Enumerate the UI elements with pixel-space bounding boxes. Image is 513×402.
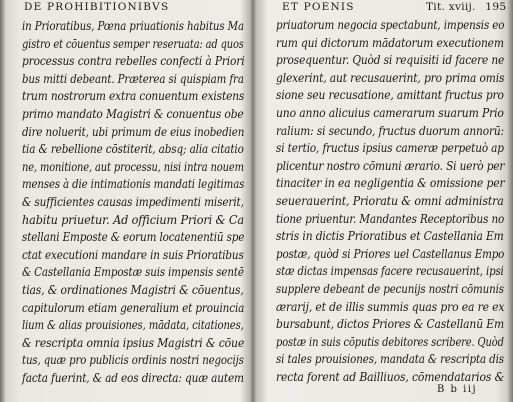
text-line: supplere debeant de pecunijs nostri cōmunis	[276, 282, 504, 296]
text-line: ralium: si secundo, fructus duorum annorū:	[276, 123, 504, 138]
text-line: rum qui dictorum mādatorum executionem	[276, 35, 504, 50]
text-line: sione seu recusatione, amittant fructus pro	[276, 88, 504, 103]
text-line: stris in dictis Prioratibus et Castellania Em	[276, 229, 504, 244]
text-line: priuatorum negocia spectabunt, impensis eo	[276, 18, 505, 32]
text-line: stæ dictas impensas facere recusauerint, ipsi	[276, 264, 504, 279]
text-line: uno anno alicuius camerarum suarum Prio	[276, 106, 504, 120]
text-line: lium & alias prouisiones, mādata, citationes,	[22, 318, 244, 333]
text-line: facta fuerint, & ad eos directa: quæ autem	[22, 371, 244, 385]
text-line: recta forent ad Bailliuos, cōmendatarios &	[276, 370, 505, 384]
text-line: & Castellania Empostæ suis impensis sentē	[22, 265, 244, 280]
text-line: tia & rebellione cōstiterit, absq; alia citatio	[22, 142, 244, 157]
header-text: ET POENIS	[282, 1, 355, 13]
text-line: si tertio, fructus ipsius cameræ perpetuò ap	[276, 141, 504, 156]
text-line: postæ in suis cōputis debitores scribere. Quòd	[276, 334, 504, 349]
text-line: capitulorum etiam generalium et prouincia	[22, 300, 245, 315]
text-line: dire noluerit, ubi primum de eius inobedien	[22, 124, 245, 139]
running-header-right	[282, 1, 355, 13]
text-line: stellani Emposte & eorum locatenentiū spe	[22, 230, 245, 245]
text-line: postæ, quòd si Priores uel Castellanus Empo	[276, 246, 505, 261]
text-line: habitu priuetur. Ad officium Priori & Ca	[22, 212, 244, 227]
text-line: prosequentur. Quòd si requisiti id facere ne	[276, 53, 505, 68]
signature-mark: B b iij	[437, 384, 478, 395]
text-line: ærarij, et de illis summis quas pro ea re ex	[276, 299, 505, 314]
folio-number: 195	[485, 1, 507, 13]
text-line: tias, & ordinationes Magistri & cōuentus,	[22, 283, 244, 297]
title-number	[426, 1, 506, 13]
text-line: glexerint, aut recusauerint, pro prima omis	[276, 70, 505, 85]
text-line: seuerauerint, Prioratu & omni administra	[276, 194, 504, 208]
text-line: tinaciter in ea negligentia & omissione per	[276, 176, 505, 191]
title-text: Tit. xviij.	[426, 1, 476, 13]
text-line: bursabunt, dictos Priores & Castellanū Em	[276, 317, 504, 332]
right-page	[256, 0, 513, 402]
text-line: ctat executioni mandare in suis Prioratibus	[22, 247, 244, 262]
text-line: si tales prouisiones, mandata & rescripta dis	[276, 352, 504, 367]
text-line: tione priuentur. Mandantes Receptoribus no	[276, 211, 505, 226]
text-line: bus mitti debeant. Præterea si quispiam fra	[22, 71, 244, 86]
text-line: ne, monitione, aut processu, nisi intra nouem	[22, 159, 244, 174]
text-line: tus, quæ pro publicis ordinis nostri negocijs	[22, 353, 244, 368]
text-line: menses à die intimationis mandati legitimas	[22, 177, 245, 192]
text-line: trum nostrorum extra conuentum existens	[22, 89, 245, 104]
text-line: primo mandato Magistri & conuentus obe	[22, 107, 244, 121]
text-line: gistro et cōuentus semper reseruata: ad quos	[22, 36, 244, 51]
running-header-left	[24, 1, 169, 13]
text-line: & rescripta omnia ipsius Magistri & cōue	[22, 335, 245, 350]
header-text: DE PROHIBITIONIBVS	[24, 1, 170, 13]
text-line: & sufficientes causas impedimenti miserit,	[22, 195, 244, 209]
text-line: in Prioratibus, Pœna priuationis habitus Ma	[22, 19, 244, 33]
text-line: plicentur nostro cōmuni ærario. Si uerò per	[276, 158, 505, 173]
text-line: processus contra rebelles confecti à Priori	[22, 54, 245, 69]
left-page	[0, 0, 252, 402]
